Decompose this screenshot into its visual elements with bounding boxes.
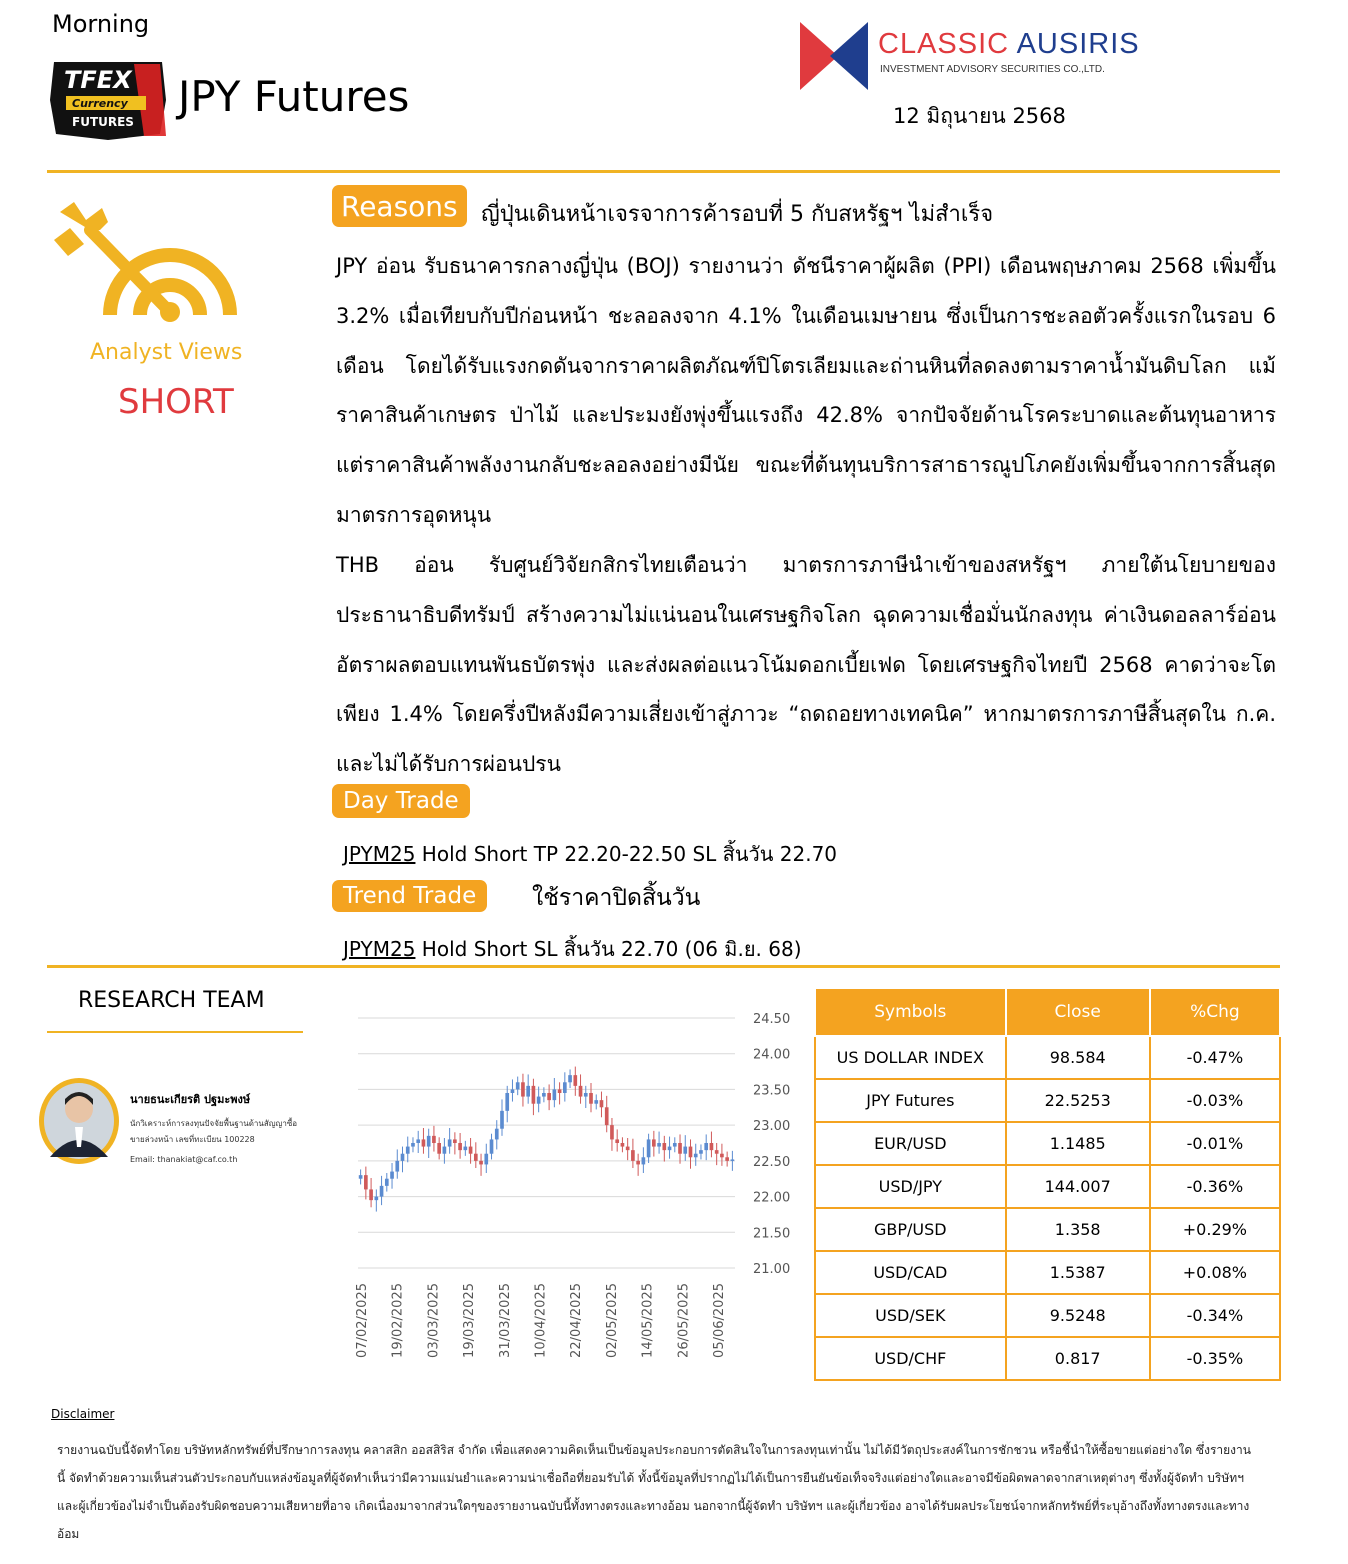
candle-body bbox=[647, 1139, 651, 1157]
candle-body bbox=[364, 1175, 368, 1189]
table-row bbox=[815, 1122, 1280, 1165]
candle-body bbox=[725, 1157, 729, 1161]
day-trade-badge: Day Trade bbox=[332, 784, 470, 818]
candle-body bbox=[526, 1086, 530, 1097]
close-cell: 1.5387 bbox=[1006, 1251, 1150, 1294]
symbol-cell: EUR/USD bbox=[815, 1122, 1006, 1165]
chg-cell: -0.36% bbox=[1150, 1165, 1280, 1208]
table-row bbox=[815, 1208, 1280, 1251]
analyst-name: นายธนะเกียรติ ปฐมะพงษ์ bbox=[130, 1093, 251, 1106]
close-cell: 1.1485 bbox=[1006, 1122, 1150, 1165]
candle-body bbox=[594, 1100, 598, 1104]
candle-body bbox=[516, 1082, 520, 1089]
disclaimer-text: รายงานฉบับนี้จัดทำโดย บริษัทหลักทรัพย์ที่ปรึกษาการลงทุน คลาสสิก ออสสิริส จำกัด เพื่อแสดงความคิดเห็นเป็นข้อมูลประกอบการตัดสินใจในการลงทุนเท่านั้น ไม่ได้มีวัตถุประสงค์ในการชักชวน หรือชี้นำให้ซื้อขายแต่อย่างใด ซึ่งรายงานนี้ จัดทำด้วยความเห็นส่วนตัวประกอบกับแหล่งข้อมูลที่ผู้จัดทำเห็นว่ามีความแม่นยำและความน่าเชื่อถือที่ยอมรับได้ ทั้งนี้ข้อมูลที่ปรากฏไม่ได้เป็นการยืนยันข้อเท็จจริงแต่อย่างใดและอาจมีข้อผิดพลาดจากสาเหตุต่างๆ ซึ่งทั้งผู้จัดทำ บริษัทฯ และผู้เกี่ยวข้องไม่จำเป็นต้องรับผิดชอบความเสียหายที่อาจ เกิดเนื่องมาจากส่วนใดๆของรายงานฉบับนี้ทั้งทางตรงและทางอ้อม นอกจากนี้ผู้จัดทำ บริษัทฯ และผู้เกี่ยวข้อง อาจได้รับผลประโยชน์จากหลักทรัพย์ที่ระบุอ้างถึงทั้งทางตรงและทางอ้อม bbox=[57, 1443, 1251, 1541]
candle-body bbox=[568, 1075, 572, 1082]
candle-body bbox=[532, 1086, 536, 1104]
candle-body bbox=[683, 1147, 687, 1154]
day-trade-symbol: JPYM25 bbox=[343, 842, 416, 866]
y-tick-label: 24.50 bbox=[753, 1012, 791, 1027]
candle-body bbox=[547, 1093, 551, 1100]
candle-body bbox=[359, 1175, 363, 1179]
research-team-underline bbox=[47, 1031, 303, 1033]
candle-body bbox=[474, 1154, 478, 1161]
close-cell: 144.007 bbox=[1006, 1165, 1150, 1208]
page-title: JPY Futures bbox=[178, 72, 410, 121]
y-tick-label: 21.50 bbox=[753, 1226, 791, 1242]
close-cell: 0.817 bbox=[1006, 1337, 1150, 1380]
candle-body bbox=[406, 1147, 410, 1154]
trend-trade-badge: Trend Trade bbox=[332, 880, 487, 912]
candle-body bbox=[731, 1159, 735, 1161]
candle-body bbox=[458, 1143, 462, 1150]
candle-body bbox=[642, 1157, 646, 1164]
candle-body bbox=[710, 1143, 714, 1150]
candle-body bbox=[390, 1172, 394, 1179]
candle-body bbox=[589, 1093, 593, 1104]
candle-body bbox=[443, 1147, 447, 1154]
brand-name-part2: AUSIRIS bbox=[1016, 28, 1140, 60]
candle-body bbox=[558, 1089, 562, 1093]
candle-body bbox=[610, 1125, 614, 1139]
reasons-paragraph-thb: THB อ่อน รับศูนย์วิจัยกสิกรไทยเตือนว่า มาตรการภาษีนำเข้าของสหรัฐฯ ภายใต้นโยบายของประธานาธิบดีทรัมป์ สร้างความไม่แน่นอนในเศรษฐกิจโลก ฉุดความเชื่อมั่นนักลงทุน ค่าเงินดอลลาร์อ่อน อัตราผลตอบแทนพันธบัตรพุ่ง และส่งผลต่อแนวโน้มดอกเบี้ยเฟด โดยเศรษฐกิจไทยปี 2568 คาดว่าจะโตเพียง 1.4% โดยครึ่งปีหลังมีความเสี่ยงเข้าสู่ภาวะ “ถดถอยทางเทคนิค” หากมาตรการภาษีสิ้นสุดใน ก.ค. และไม่ได้รับการผ่อนปรน bbox=[336, 553, 1276, 777]
candle-body bbox=[432, 1136, 436, 1143]
brand-subtitle: INVESTMENT ADVISORY SECURITIES CO.,LTD. bbox=[880, 64, 1105, 75]
candle-body bbox=[422, 1139, 426, 1146]
y-tick-label: 24.00 bbox=[753, 1047, 791, 1063]
candle-body bbox=[411, 1143, 415, 1147]
candle-body bbox=[521, 1082, 525, 1096]
candle-body bbox=[563, 1082, 567, 1093]
disclaimer-title: Disclaimer bbox=[51, 1407, 115, 1421]
top-divider bbox=[47, 170, 1280, 173]
table-row bbox=[815, 1036, 1280, 1079]
analyst-position: SHORT bbox=[118, 382, 234, 422]
candle-body bbox=[537, 1097, 541, 1104]
candle-body bbox=[626, 1147, 630, 1151]
candle-body bbox=[636, 1161, 640, 1165]
x-tick-label: 03/03/2025 bbox=[426, 1283, 442, 1358]
y-tick-label: 22.00 bbox=[753, 1190, 791, 1206]
x-tick-label: 31/03/2025 bbox=[497, 1283, 513, 1358]
chg-cell: -0.34% bbox=[1150, 1294, 1280, 1337]
candle-body bbox=[416, 1139, 420, 1143]
candle-body bbox=[505, 1093, 509, 1111]
candle-body bbox=[662, 1143, 666, 1150]
candle-body bbox=[704, 1143, 708, 1150]
candle-body bbox=[631, 1150, 635, 1161]
candle-body bbox=[380, 1186, 384, 1197]
candle-body bbox=[573, 1075, 577, 1086]
symbol-cell: USD/CAD bbox=[815, 1251, 1006, 1294]
table-row bbox=[815, 1251, 1280, 1294]
chg-cell: -0.35% bbox=[1150, 1337, 1280, 1380]
analyst-position-line-1: นักวิเคราะห์การลงทุนปัจจัยพื้นฐานด้านสัญญาซื้อ bbox=[130, 1119, 298, 1128]
candle-body bbox=[689, 1147, 693, 1158]
y-tick-label: 23.50 bbox=[753, 1083, 791, 1099]
chg-cell: +0.29% bbox=[1150, 1208, 1280, 1251]
analyst-position-text bbox=[130, 1116, 297, 1148]
candle-body bbox=[469, 1147, 473, 1154]
trend-trade-line bbox=[343, 933, 802, 965]
svg-text:Currency: Currency bbox=[72, 97, 128, 110]
y-tick-label: 23.00 bbox=[753, 1119, 791, 1135]
mid-divider bbox=[47, 965, 1280, 968]
candle-body bbox=[673, 1143, 677, 1147]
candle-body bbox=[694, 1154, 698, 1158]
target-arrow-icon bbox=[50, 200, 250, 330]
candle-body bbox=[448, 1139, 452, 1146]
day-trade-line bbox=[343, 838, 837, 870]
candle-body bbox=[652, 1139, 656, 1146]
symbol-cell: GBP/USD bbox=[815, 1208, 1006, 1251]
x-tick-label: 14/05/2025 bbox=[640, 1283, 656, 1358]
quotes-table bbox=[814, 987, 1281, 1381]
reasons-headline: ญี่ปุ่นเดินหน้าเจรจาการค้ารอบที่ 5 กับสหรัฐฯ ไม่สำเร็จ bbox=[481, 202, 994, 227]
quotes-header-row bbox=[815, 988, 1280, 1036]
candle-body bbox=[490, 1139, 494, 1153]
close-cell: 9.5248 bbox=[1006, 1294, 1150, 1337]
candle-body bbox=[453, 1139, 457, 1143]
candle-body bbox=[668, 1147, 672, 1151]
candle-body bbox=[699, 1150, 703, 1154]
x-tick-label: 19/03/2025 bbox=[462, 1283, 478, 1358]
analyst-avatar bbox=[38, 1077, 120, 1165]
close-cell: 1.358 bbox=[1006, 1208, 1150, 1251]
candle-body bbox=[621, 1143, 625, 1147]
x-tick-label: 10/04/2025 bbox=[533, 1283, 549, 1358]
candle-body bbox=[374, 1197, 378, 1201]
candle-body bbox=[600, 1100, 604, 1107]
candle-body bbox=[720, 1154, 724, 1158]
table-row bbox=[815, 1337, 1280, 1380]
candle-body bbox=[495, 1129, 499, 1140]
x-tick-label: 19/02/2025 bbox=[390, 1283, 406, 1358]
table-row bbox=[815, 1165, 1280, 1208]
close-cell: 98.584 bbox=[1006, 1036, 1150, 1079]
symbol-cell: JPY Futures bbox=[815, 1079, 1006, 1122]
analyst-email: Email: thanakiat@caf.co.th bbox=[130, 1155, 238, 1164]
report-date: 12 มิถุนายน 2568 bbox=[893, 104, 1066, 128]
x-tick-label: 05/06/2025 bbox=[712, 1283, 727, 1358]
candle-body bbox=[437, 1143, 441, 1154]
header-close: Close bbox=[1006, 988, 1150, 1036]
header-symbols: Symbols bbox=[815, 988, 1006, 1036]
close-cell: 22.5253 bbox=[1006, 1079, 1150, 1122]
brand-name-part1: CLASSIC bbox=[878, 28, 1010, 60]
research-team-title: RESEARCH TEAM bbox=[78, 988, 265, 1013]
header-pct-chg: %Chg bbox=[1150, 988, 1280, 1036]
chg-cell: +0.08% bbox=[1150, 1251, 1280, 1294]
candle-body bbox=[484, 1154, 488, 1165]
trend-trade-text: Hold Short SL สิ้นวัน 22.70 (06 มิ.ย. 68) bbox=[415, 937, 802, 961]
candle-body bbox=[553, 1089, 557, 1100]
svg-text:FUTURES: FUTURES bbox=[72, 115, 134, 129]
classic-ausiris-logo-icon bbox=[798, 20, 870, 92]
table-row bbox=[815, 1079, 1280, 1122]
chg-cell: -0.03% bbox=[1150, 1079, 1280, 1122]
candle-body bbox=[401, 1154, 405, 1161]
candle-body bbox=[715, 1150, 719, 1154]
trend-trade-note: ใช้ราคาปิดสิ้นวัน bbox=[532, 885, 701, 911]
candle-body bbox=[500, 1111, 504, 1129]
reasons-badge: Reasons bbox=[332, 185, 467, 227]
symbol-cell: USD/JPY bbox=[815, 1165, 1006, 1208]
analyst-views-label: Analyst Views bbox=[90, 340, 243, 365]
candle-body bbox=[385, 1179, 389, 1186]
day-trade-text: Hold Short TP 22.20-22.50 SL สิ้นวัน 22.70 bbox=[415, 842, 838, 866]
candle-body bbox=[678, 1143, 682, 1154]
candle-body bbox=[427, 1136, 431, 1147]
candle-body bbox=[584, 1093, 588, 1097]
candle-body bbox=[479, 1161, 483, 1165]
x-tick-label: 02/05/2025 bbox=[604, 1283, 620, 1358]
x-tick-label: 22/04/2025 bbox=[569, 1283, 585, 1358]
analyst-position-line-2: ขายล่วงหน้า เลขที่ทะเบียน 100228 bbox=[130, 1135, 255, 1144]
symbol-cell: US DOLLAR INDEX bbox=[815, 1036, 1006, 1079]
candle-body bbox=[579, 1086, 583, 1097]
svg-text:TFEX: TFEX bbox=[64, 66, 132, 94]
candle-body bbox=[395, 1161, 399, 1172]
table-row bbox=[815, 1294, 1280, 1337]
trend-trade-symbol: JPYM25 bbox=[343, 937, 416, 961]
candle-body bbox=[464, 1147, 468, 1151]
candle-body bbox=[657, 1143, 661, 1147]
candle-body bbox=[615, 1139, 619, 1143]
jpy-futures-candlestick-chart bbox=[350, 998, 795, 1373]
symbol-cell: USD/SEK bbox=[815, 1294, 1006, 1337]
x-tick-label: 07/02/2025 bbox=[355, 1283, 370, 1358]
x-tick-label: 26/05/2025 bbox=[676, 1283, 692, 1358]
symbol-cell: USD/CHF bbox=[815, 1337, 1006, 1380]
chg-cell: -0.01% bbox=[1150, 1122, 1280, 1165]
reasons-paragraph-jpy: JPY อ่อน รับธนาคารกลางญี่ปุ่น (BOJ) รายงานว่า ดัชนีราคาผู้ผลิต (PPI) เดือนพฤษภาคม 2568 เพิ่มขึ้น 3.2% เมื่อเทียบกับปีก่อนหน้า ชะลอลงจาก 4.1% ในเดือนเมษายน ซึ่งเป็นการชะลอตัวครั้งแรกในรอบ 6 เดือน โดยได้รับแรงกดดันจากราคาผลิตภัณฑ์ปิโตรเลียมและถ่านหินที่ลดลงตามราคาน้ำมันดิบโลก แม้ราคาสินค้าเกษตร ป่าไม้ และประมงยังพุ่งขึ้นแรงถึง 42.8% จากปัจจัยด้านโรคระบาดและต้นทุนอาหาร แต่ราคาสินค้าพลังงานกลับชะลอลงอย่างมีนัย ขณะที่ต้นทุนบริการสาธารณูปโภคยังเพิ่มขึ้นจากการสิ้นสุดมาตรการอุดหนุน bbox=[336, 254, 1276, 527]
tfex-currency-futures-logo bbox=[48, 60, 168, 142]
morning-label: Morning bbox=[52, 10, 150, 38]
y-tick-label: 22.50 bbox=[753, 1154, 791, 1170]
chg-cell: -0.47% bbox=[1150, 1036, 1280, 1079]
brand-name bbox=[878, 28, 1140, 61]
y-tick-label: 21.00 bbox=[753, 1262, 791, 1277]
candle-body bbox=[369, 1189, 373, 1200]
candle-body bbox=[542, 1093, 546, 1097]
candle-body bbox=[605, 1107, 609, 1125]
candle-body bbox=[511, 1089, 515, 1093]
